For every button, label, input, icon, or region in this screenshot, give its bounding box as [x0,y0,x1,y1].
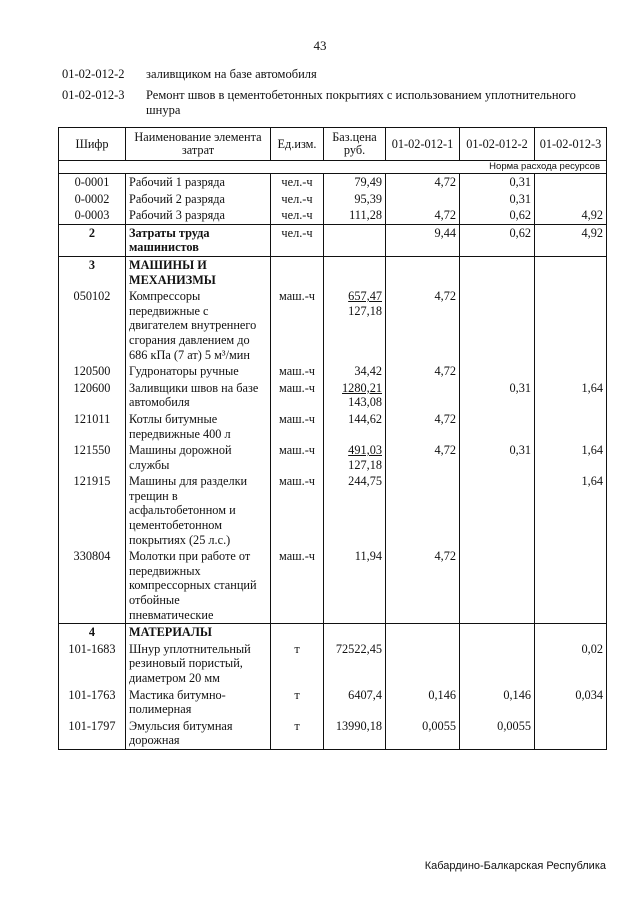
row-name: Мастика битумно-полимерная [126,687,271,718]
row-col-1 [386,380,460,411]
norm-label: Норма расхода ресурсов [59,161,607,174]
row-code: 121550 [59,442,126,473]
price-value: 144,62 [348,411,382,426]
row-unit: т [271,641,324,687]
row-unit: маш.-ч [271,548,324,623]
row-code: 121915 [59,473,126,548]
table-row [59,473,607,548]
row-code: 050102 [59,288,126,363]
row-code: 101-1683 [59,641,126,687]
row-col-3 [535,548,607,623]
header-unit: Ед.изм. [271,128,324,161]
row-unit: т [271,687,324,718]
row-price [324,473,386,548]
resource-norms-table [58,127,607,750]
row-name: Рабочий 1 разряда [126,174,271,191]
table-row [59,174,607,191]
footer-region: Кабардино-Балкарская Республика [424,860,606,872]
table-row [59,641,607,687]
row-col-1 [386,641,460,687]
price-value: 244,75 [348,474,382,489]
row-unit: маш.-ч [271,473,324,548]
row-name: МАТЕРИАЛЫ [126,624,271,641]
row-code: 4 [59,624,126,641]
row-col-3 [535,191,607,208]
row-col-1: 4,72 [386,548,460,623]
row-col-1: 4,72 [386,363,460,380]
row-col-3: 4,92 [535,207,607,224]
row-name: Компрессоры передвижные с двигателем внутреннего сгорания давлением до 686 кПа (7 ат) 5 м³/мин [126,288,271,363]
row-col-3 [535,718,607,750]
row-price [324,411,386,442]
row-price [324,442,386,473]
row-unit: маш.-ч [271,411,324,442]
row-col-2 [460,473,535,548]
row-col-1: 4,72 [386,411,460,442]
row-col-2: 0,0055 [460,718,535,750]
table-row [59,718,607,750]
header-name: Наименование элемента затрат [126,128,271,161]
row-name: Гудронаторы ручные [126,363,271,380]
row-price [324,641,386,687]
row-price [324,380,386,411]
row-col-2 [460,288,535,363]
table-row [59,207,607,224]
row-col-1: 9,44 [386,224,460,256]
header-code: Шифр [59,128,126,161]
row-col-3: 4,92 [535,224,607,256]
table-row [59,411,607,442]
header-col-1: 01-02-012-1 [386,128,460,161]
intro-text: Ремонт швов в цементобетонных покрытиях с использованием уплотнительного шнура [146,88,576,117]
row-col-3 [535,256,607,288]
row-code: 120600 [59,380,126,411]
row-unit: т [271,718,324,750]
row-unit [271,256,324,288]
price-value: 657,47 [348,289,382,304]
price-value: 34,42 [354,364,382,379]
row-name: Котлы битумные передвижные 400 л [126,411,271,442]
row-name: Молотки при работе от передвижных компрессорных станций отбойные пневматические [126,548,271,623]
row-price [324,224,386,256]
row-code: 0-0001 [59,174,126,191]
row-name: Затраты труда машинистов [126,224,271,256]
row-col-1 [386,473,460,548]
row-col-2 [460,548,535,623]
row-unit: чел.-ч [271,191,324,208]
header-price: Баз.цена руб. [324,128,386,161]
row-col-2 [460,641,535,687]
row-name: Эмульсия битумная дорожная [126,718,271,750]
row-col-3: 1,64 [535,473,607,548]
row-price [324,624,386,641]
price-value: 491,03 [348,443,382,458]
row-code: 121011 [59,411,126,442]
row-code: 120500 [59,363,126,380]
row-price [324,687,386,718]
row-unit: маш.-ч [271,363,324,380]
row-col-3 [535,288,607,363]
row-col-1: 4,72 [386,442,460,473]
row-name: Машины для разделки трещин в асфальтобетонном и цементобетонном покрытиях (25 л.с.) [126,473,271,548]
row-col-2: 0,31 [460,380,535,411]
intro-line-1 [62,67,586,82]
row-price [324,207,386,224]
row-col-1: 4,72 [386,288,460,363]
row-code: 330804 [59,548,126,623]
row-col-3: 0,02 [535,641,607,687]
row-col-2: 0,31 [460,442,535,473]
table-row [59,191,607,208]
row-col-1: 4,72 [386,207,460,224]
table-row [59,363,607,380]
row-name: МАШИНЫ И МЕХАНИЗМЫ [126,256,271,288]
table-row [59,288,607,363]
row-col-3 [535,411,607,442]
row-col-3 [535,624,607,641]
price-value: 11,94 [354,549,382,564]
price-value: 111,28 [349,208,382,223]
row-code: 0-0002 [59,191,126,208]
row-code: 101-1763 [59,687,126,718]
row-unit: чел.-ч [271,224,324,256]
price-secondary: 127,18 [348,457,382,472]
row-price [324,363,386,380]
row-code: 0-0003 [59,207,126,224]
row-col-2: 0,31 [460,174,535,191]
row-col-3: 1,64 [535,442,607,473]
row-col-3: 1,64 [535,380,607,411]
row-col-1 [386,624,460,641]
row-price [324,256,386,288]
row-name: Шнур уплотнительный резиновый пористый, диаметром 20 мм [126,641,271,687]
row-price [324,174,386,191]
row-col-2 [460,411,535,442]
row-name: Рабочий 2 разряда [126,191,271,208]
intro-code: 01-02-012-2 [62,67,125,81]
row-name: Рабочий 3 разряда [126,207,271,224]
row-code: 2 [59,224,126,256]
row-code: 101-1797 [59,718,126,750]
row-price [324,288,386,363]
price-secondary: 143,08 [348,395,382,410]
header-col-3: 01-02-012-3 [535,128,607,161]
price-value: 72522,45 [335,641,382,656]
header-col-2: 01-02-012-2 [460,128,535,161]
table-row [59,687,607,718]
norm-label-row [59,161,607,174]
row-col-2 [460,256,535,288]
table-body [59,174,607,750]
row-unit: маш.-ч [271,442,324,473]
row-price [324,191,386,208]
row-unit: маш.-ч [271,380,324,411]
row-col-2 [460,624,535,641]
row-unit: чел.-ч [271,174,324,191]
table-row [59,442,607,473]
table-row [59,624,607,641]
table-row [59,224,607,256]
row-name: Машины дорожной службы [126,442,271,473]
table-row [59,548,607,623]
row-col-1: 4,72 [386,174,460,191]
row-col-2 [460,363,535,380]
row-code: 3 [59,256,126,288]
row-col-1 [386,191,460,208]
page-number: 43 [313,38,327,53]
table-header-row [59,128,607,161]
intro-line-2 [62,88,586,118]
price-secondary: 127,18 [348,303,382,318]
row-name: Заливщики швов на базе автомобиля [126,380,271,411]
row-col-3 [535,363,607,380]
table-row [59,256,607,288]
price-value: 1280,21 [342,380,382,395]
row-unit: чел.-ч [271,207,324,224]
row-unit [271,624,324,641]
row-unit: маш.-ч [271,288,324,363]
table-row [59,380,607,411]
row-price [324,718,386,750]
price-value: 6407,4 [348,687,382,702]
row-col-2: 0,31 [460,191,535,208]
row-col-2: 0,62 [460,224,535,256]
price-value: 13990,18 [335,718,382,733]
row-col-3 [535,174,607,191]
price-value: 95,39 [354,191,382,206]
intro-text: заливщиком на базе автомобиля [146,67,317,81]
intro-code: 01-02-012-3 [62,88,125,102]
price-value: 79,49 [354,175,382,189]
row-col-3: 0,034 [535,687,607,718]
row-col-1: 0,146 [386,687,460,718]
row-price [324,548,386,623]
row-col-1: 0,0055 [386,718,460,750]
row-col-2: 0,146 [460,687,535,718]
row-col-1 [386,256,460,288]
row-col-2: 0,62 [460,207,535,224]
